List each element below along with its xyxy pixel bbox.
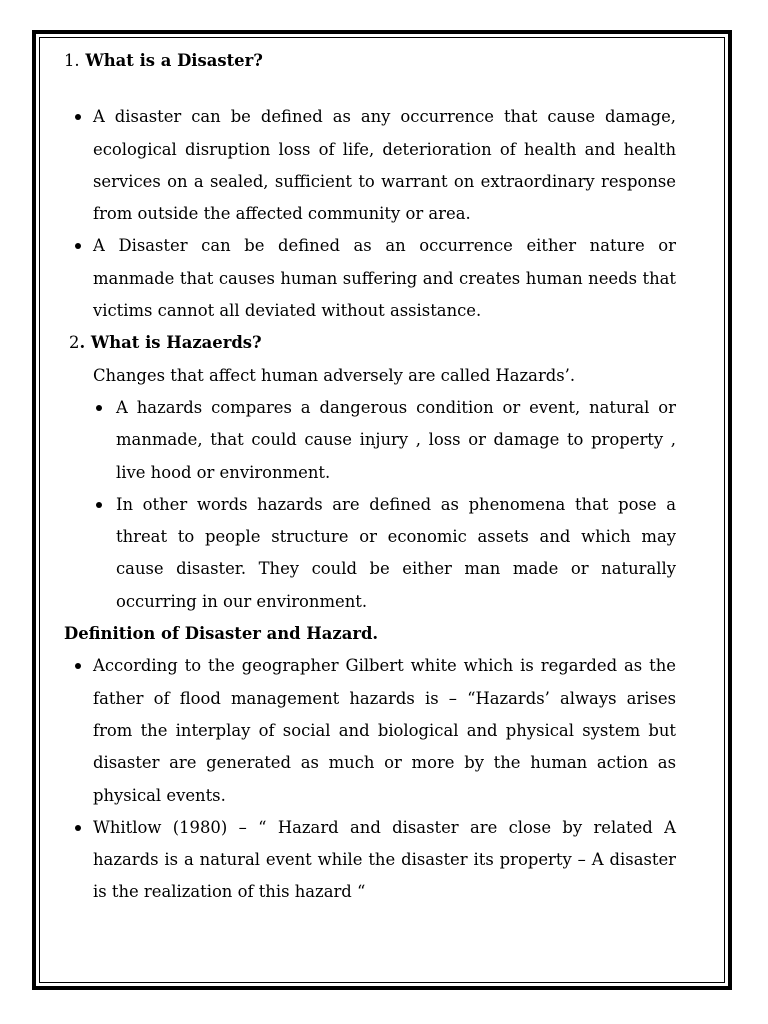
section-1-list: [64, 101, 676, 327]
section-2-list: [64, 392, 676, 618]
section-2-intro: Changes that affect human adversely are called Hazards’.: [93, 365, 576, 385]
list-item: Whitlow (1980) – “ Hazard and disaster are close by related A hazards is a natural event while the disaster its property – A disaster is the realization of this hazard “: [64, 812, 676, 909]
section-1-heading: [64, 45, 676, 77]
section-2-heading: [64, 327, 676, 359]
section-1-title: What is a Disaster?: [85, 51, 263, 70]
section-1-number: 1.: [64, 51, 80, 70]
section-2-number: 2: [69, 333, 80, 353]
list-item: In other words hazards are defined as phenomena that pose a threat to people structure or economic assets and which may cause disaster. They could be either man made or naturally occurring in our environment.: [64, 489, 676, 618]
document-body: [64, 45, 676, 909]
section-2-title: . What is Hazaerds?: [79, 333, 262, 353]
section-3-list: [64, 650, 676, 908]
section-3-heading: Definition of Disaster and Hazard.: [64, 624, 379, 644]
list-item: A disaster can be defined as any occurrence that cause damage, ecological disruption loss of life, deterioration of health and health services on a sealed, sufficient to warrant on extraordinary response from outside the affected community or area.: [64, 101, 676, 230]
list-item: According to the geographer Gilbert white which is regarded as the father of flood management hazards is – “Hazards’ always arises from the interplay of social and biological and physical system but disaster are generated as much or more by the human action as physical events.: [64, 650, 676, 811]
list-item: A hazards compares a dangerous condition or event, natural or manmade, that could cause injury , loss or damage to property , live hood or environment.: [64, 392, 676, 489]
list-item: A Disaster can be defined as an occurrence either nature or manmade that causes human suffering and creates human needs that victims cannot all deviated without assistance.: [64, 230, 676, 327]
